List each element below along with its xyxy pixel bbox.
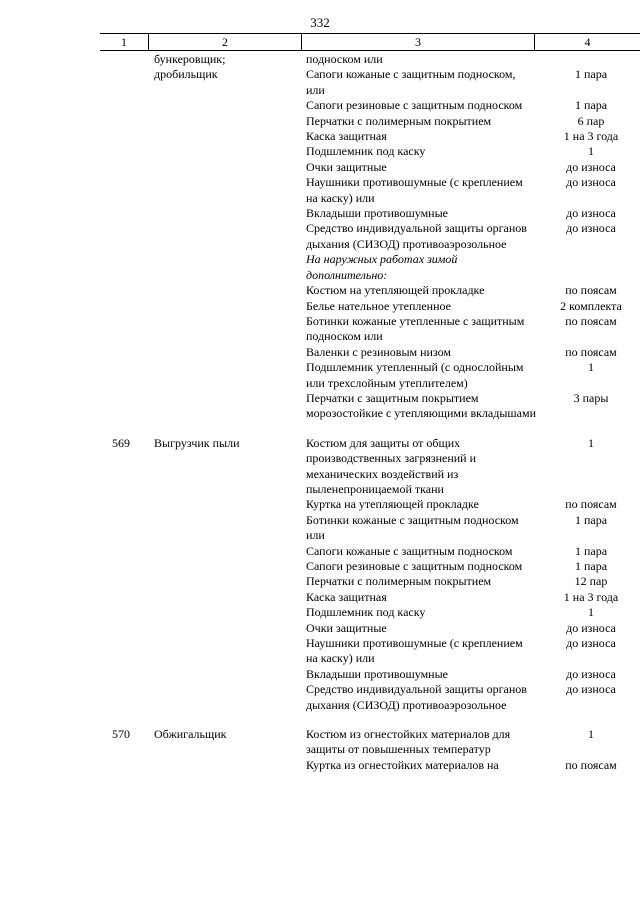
item-name: Подшлемник утепленный (с однослойным или трехслойным утеплителем)	[306, 360, 524, 390]
item-norm: до износа	[566, 221, 616, 236]
item-norm: по поясам	[565, 283, 617, 298]
profession-name: Выгрузчик пыли	[154, 435, 240, 450]
table-body	[0, 52, 640, 773]
item-norm: 1 на 3 года	[563, 589, 619, 604]
table-row	[0, 391, 640, 422]
item-name: Сапоги кожаные с защитным подноском, или	[306, 67, 516, 97]
item-norm: 3 пары	[573, 390, 609, 405]
item-norm: 1	[588, 144, 594, 159]
table-row	[0, 544, 640, 559]
item-name: Вкладыши противошумные	[306, 206, 448, 221]
item-norm: до износа	[566, 620, 616, 635]
table-row	[0, 314, 640, 345]
item-norm: до износа	[566, 159, 616, 174]
table-row	[0, 345, 640, 360]
item-name: Ботинки кожаные с защитным подноском или	[306, 512, 519, 543]
item-norm: 1	[588, 435, 594, 450]
item-norm: по поясам	[565, 344, 617, 359]
item-name: Костюм из огнестойких материалов для защиты от повышенных температур	[306, 727, 511, 757]
item-name: Перчатки с полимерным покрытием	[306, 113, 492, 128]
item-name: Перчатки с защитным покрытием морозостойкие с утепляющими вкладышами	[306, 390, 537, 421]
table-row	[0, 574, 640, 589]
item-name: Средство индивидуальной защиты органов дыхания (СИЗОД) противоаэрозольное	[306, 221, 527, 251]
item-name: Подшлемник под каску	[306, 144, 426, 159]
table-row	[0, 221, 640, 252]
item-name: Куртка на утепляющей прокладке	[306, 497, 479, 512]
table-row	[0, 252, 640, 283]
section-note: На наружных работах зимой дополнительно:	[306, 252, 458, 282]
table-row	[0, 114, 640, 129]
item-norm: 1 пара	[574, 98, 608, 113]
table-row	[0, 605, 640, 620]
row-number: 569	[112, 435, 130, 450]
item-name: Перчатки с полимерным покрытием	[306, 574, 492, 589]
table-row	[0, 175, 640, 206]
item-norm: до износа	[566, 175, 616, 190]
table-row	[0, 682, 640, 713]
item-norm: 2 комплекта	[560, 298, 622, 313]
table-row	[0, 436, 640, 498]
table-row	[0, 667, 640, 682]
item-norm: 1 пара	[574, 67, 608, 82]
item-name: Наушники противошумные (с креплением на каску) или	[306, 175, 523, 205]
table-row	[0, 299, 640, 314]
table-row	[0, 513, 640, 544]
header-col-2: 2	[222, 35, 228, 49]
table-row	[0, 636, 640, 667]
item-norm: по поясам	[565, 497, 617, 512]
item-norm: 6 пар	[577, 113, 605, 128]
item-name: Очки защитные	[306, 620, 387, 635]
page-number: 332	[310, 15, 330, 30]
item-norm: по поясам	[565, 757, 617, 772]
table-row	[0, 727, 640, 758]
table-row	[0, 129, 640, 144]
item-name: Костюм на утепляющей прокладке	[306, 283, 485, 298]
table-row	[0, 497, 640, 512]
item-norm: 1 на 3 года	[563, 129, 619, 144]
item-name: подноском или	[306, 52, 383, 66]
item-norm: 1 пара	[574, 543, 608, 558]
item-norm: до износа	[566, 636, 616, 651]
table-row	[0, 206, 640, 221]
header-col-1: 1	[121, 35, 127, 49]
item-name: Ботинки кожаные утепленные с защитным подноском или	[306, 313, 525, 344]
item-name: Вкладыши противошумные	[306, 666, 448, 681]
item-name: Каска защитная	[306, 589, 387, 604]
item-name: Наушники противошумные (с креплением на каску) или	[306, 636, 523, 666]
item-name: Сапоги резиновые с защитным подноском	[306, 559, 523, 573]
item-norm: 1	[588, 360, 594, 375]
table-row	[0, 144, 640, 159]
item-norm: 1 пара	[574, 559, 608, 573]
table-row	[0, 559, 640, 574]
item-norm: 1	[588, 727, 594, 742]
item-name: Валенки с резиновым низом	[306, 344, 452, 359]
item-norm: 12 пар	[574, 574, 608, 589]
item-name: Средство индивидуальной защиты органов дыхания (СИЗОД) противоаэрозольное	[306, 682, 527, 712]
item-norm: до износа	[566, 666, 616, 681]
row-number: 570	[112, 727, 130, 742]
profession-name: бункеровщик; дробильщик	[154, 52, 226, 82]
item-norm: до износа	[566, 682, 616, 697]
item-name: Каска защитная	[306, 129, 387, 144]
item-norm: до износа	[566, 206, 616, 221]
profession-name: Обжигальщик	[154, 727, 227, 742]
header-col-3: 3	[415, 35, 421, 49]
table-row	[0, 98, 640, 113]
item-norm: 1 пара	[574, 512, 608, 527]
item-norm: 1	[588, 605, 594, 620]
table-row	[0, 360, 640, 391]
item-norm: по поясам	[565, 313, 617, 328]
item-name: Очки защитные	[306, 159, 387, 174]
item-name: Подшлемник под каску	[306, 605, 426, 620]
table-row	[0, 283, 640, 298]
item-name: Куртка из огнестойких материалов на	[306, 757, 499, 772]
item-name: Белье нательное утепленное	[306, 298, 451, 313]
table-row	[0, 758, 640, 773]
table-header	[100, 33, 640, 51]
item-name: Костюм для защиты от общих производственных загрязнений и механических воздействий из пыленепроницаемой ткани	[306, 435, 477, 496]
table-row	[0, 67, 640, 98]
table-row	[0, 621, 640, 636]
table-row	[0, 590, 640, 605]
table-row	[0, 160, 640, 175]
header-col-4: 4	[584, 35, 591, 49]
item-name: Сапоги кожаные с защитным подноском	[306, 543, 513, 558]
item-name: Сапоги резиновые с защитным подноском	[306, 98, 523, 113]
